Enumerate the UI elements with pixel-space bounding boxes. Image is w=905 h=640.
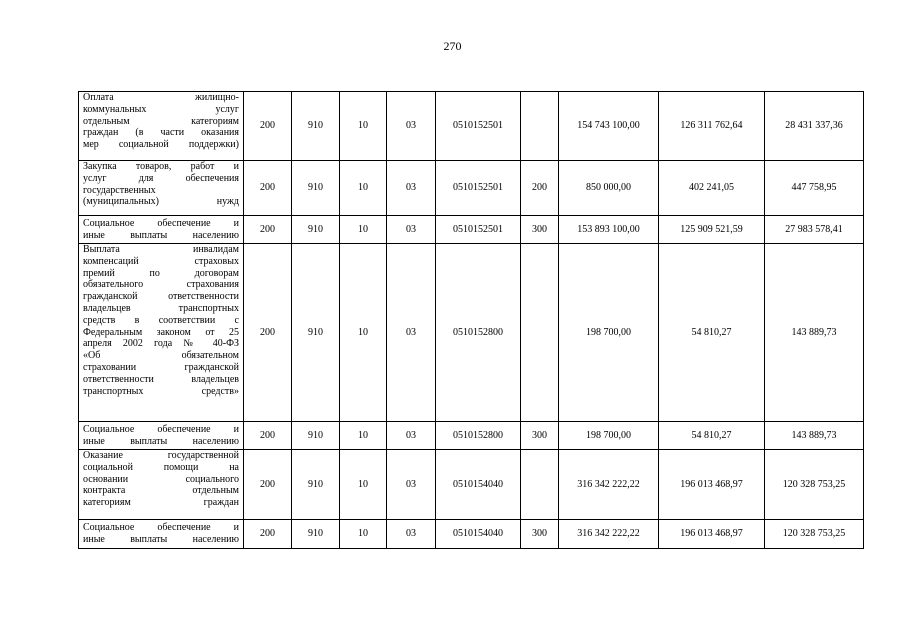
cell-exec: 126 311 762,64 xyxy=(659,92,765,161)
cell-section: 10 xyxy=(340,450,387,520)
cell-grbs: 200 xyxy=(244,216,292,244)
cell-code: 910 xyxy=(292,161,340,216)
cell-target: 0510152800 xyxy=(436,244,521,422)
cell-subsection: 03 xyxy=(387,244,436,422)
cell-exec: 196 013 468,97 xyxy=(659,520,765,549)
description-line: владельцев транспортных xyxy=(83,302,239,314)
description-line: (муниципальных) нужд xyxy=(83,196,239,208)
description-line: апреля 2002 года № 40-ФЗ xyxy=(83,338,239,350)
description-line: коммунальных услуг xyxy=(83,103,239,115)
cell-rest: 143 889,73 xyxy=(765,422,864,450)
cell-rest: 27 983 578,41 xyxy=(765,216,864,244)
cell-target: 0510152501 xyxy=(436,92,521,161)
description-line: иные выплаты населению xyxy=(83,229,239,241)
cell-subsection: 03 xyxy=(387,450,436,520)
table-row xyxy=(79,161,864,216)
cell-rest: 120 328 753,25 xyxy=(765,450,864,520)
cell-type: 200 xyxy=(521,161,559,216)
description-line: Выплата инвалидам xyxy=(83,244,239,255)
cell-subsection: 03 xyxy=(387,161,436,216)
cell-type: 300 xyxy=(521,520,559,549)
cell-code: 910 xyxy=(292,92,340,161)
description-line: граждан (в части оказания xyxy=(83,127,239,139)
description-line: социальной помощи на xyxy=(83,461,239,473)
description-line: иные выплаты населению xyxy=(83,534,239,545)
cell-grbs: 200 xyxy=(244,422,292,450)
cell-exec: 125 909 521,59 xyxy=(659,216,765,244)
table-row xyxy=(79,520,864,549)
cell-plan: 850 000,00 xyxy=(559,161,659,216)
description-line: контракта отдельным xyxy=(83,485,239,497)
description-line: средств в соответствии с xyxy=(83,314,239,326)
cell-section: 10 xyxy=(340,422,387,450)
description-line: Социальное обеспечение и xyxy=(83,217,239,229)
cell-rest: 143 889,73 xyxy=(765,244,864,422)
cell-target: 0510152501 xyxy=(436,161,521,216)
description-line: Федеральным законом от 25 xyxy=(83,326,239,338)
description-line: отдельным категориям xyxy=(83,115,239,127)
cell-grbs: 200 xyxy=(244,244,292,422)
cell-code: 910 xyxy=(292,244,340,422)
table-row xyxy=(79,244,864,422)
cell-type xyxy=(521,450,559,520)
cell-target: 0510152501 xyxy=(436,216,521,244)
cell-plan: 198 700,00 xyxy=(559,422,659,450)
description-line: Социальное обеспечение и xyxy=(83,423,239,435)
cell-rest: 447 758,95 xyxy=(765,161,864,216)
row-description xyxy=(79,520,244,549)
cell-grbs: 200 xyxy=(244,520,292,549)
table-row xyxy=(79,216,864,244)
description-line: страховании гражданской xyxy=(83,361,239,373)
row-description xyxy=(79,422,244,450)
row-description xyxy=(79,450,244,520)
cell-section: 10 xyxy=(340,92,387,161)
cell-grbs: 200 xyxy=(244,450,292,520)
cell-target: 0510154040 xyxy=(436,520,521,549)
cell-subsection: 03 xyxy=(387,520,436,549)
description-line: категориям граждан xyxy=(83,497,239,509)
budget-table xyxy=(78,91,864,549)
description-line: «Об обязательном xyxy=(83,350,239,362)
cell-subsection: 03 xyxy=(387,92,436,161)
description-line: Оплата жилищно- xyxy=(83,92,239,103)
description-line: услуг для обеспечения xyxy=(83,172,239,184)
cell-exec: 402 241,05 xyxy=(659,161,765,216)
cell-type xyxy=(521,92,559,161)
description-line: премий по договорам xyxy=(83,267,239,279)
cell-target: 0510154040 xyxy=(436,450,521,520)
row-description xyxy=(79,92,244,161)
cell-rest: 28 431 337,36 xyxy=(765,92,864,161)
cell-plan: 198 700,00 xyxy=(559,244,659,422)
row-description xyxy=(79,216,244,244)
description-line: компенсаций страховых xyxy=(83,255,239,267)
cell-rest: 120 328 753,25 xyxy=(765,520,864,549)
page-number: 270 xyxy=(443,39,462,53)
cell-exec: 54 810,27 xyxy=(659,244,765,422)
table-row xyxy=(79,422,864,450)
cell-type: 300 xyxy=(521,422,559,450)
description-line: обязательного страхования xyxy=(83,279,239,291)
cell-target: 0510152800 xyxy=(436,422,521,450)
row-description xyxy=(79,161,244,216)
description-line: ответственности владельцев xyxy=(83,373,239,385)
cell-subsection: 03 xyxy=(387,422,436,450)
description-line: Закупка товаров, работ и xyxy=(83,161,239,172)
cell-plan: 153 893 100,00 xyxy=(559,216,659,244)
description-line: мер социальной поддержки) xyxy=(83,139,239,151)
cell-section: 10 xyxy=(340,161,387,216)
table-body xyxy=(79,92,864,549)
cell-plan: 316 342 222,22 xyxy=(559,450,659,520)
table-row xyxy=(79,450,864,520)
cell-plan: 154 743 100,00 xyxy=(559,92,659,161)
description-line: Социальное обеспечение и xyxy=(83,522,239,534)
cell-section: 10 xyxy=(340,216,387,244)
cell-grbs: 200 xyxy=(244,92,292,161)
description-line: транспортных средств» xyxy=(83,385,239,397)
description-line: иные выплаты населению xyxy=(83,435,239,447)
row-description xyxy=(79,244,244,422)
cell-type xyxy=(521,244,559,422)
cell-plan: 316 342 222,22 xyxy=(559,520,659,549)
cell-subsection: 03 xyxy=(387,216,436,244)
cell-exec: 54 810,27 xyxy=(659,422,765,450)
description-line: государственных xyxy=(83,184,156,196)
cell-grbs: 200 xyxy=(244,161,292,216)
cell-code: 910 xyxy=(292,520,340,549)
cell-section: 10 xyxy=(340,520,387,549)
cell-type: 300 xyxy=(521,216,559,244)
cell-section: 10 xyxy=(340,244,387,422)
cell-code: 910 xyxy=(292,450,340,520)
description-line: Оказание государственной xyxy=(83,450,239,461)
cell-code: 910 xyxy=(292,422,340,450)
cell-code: 910 xyxy=(292,216,340,244)
cell-exec: 196 013 468,97 xyxy=(659,450,765,520)
description-line: гражданской ответственности xyxy=(83,291,239,303)
description-line: основании социального xyxy=(83,473,239,485)
table-row xyxy=(79,92,864,161)
